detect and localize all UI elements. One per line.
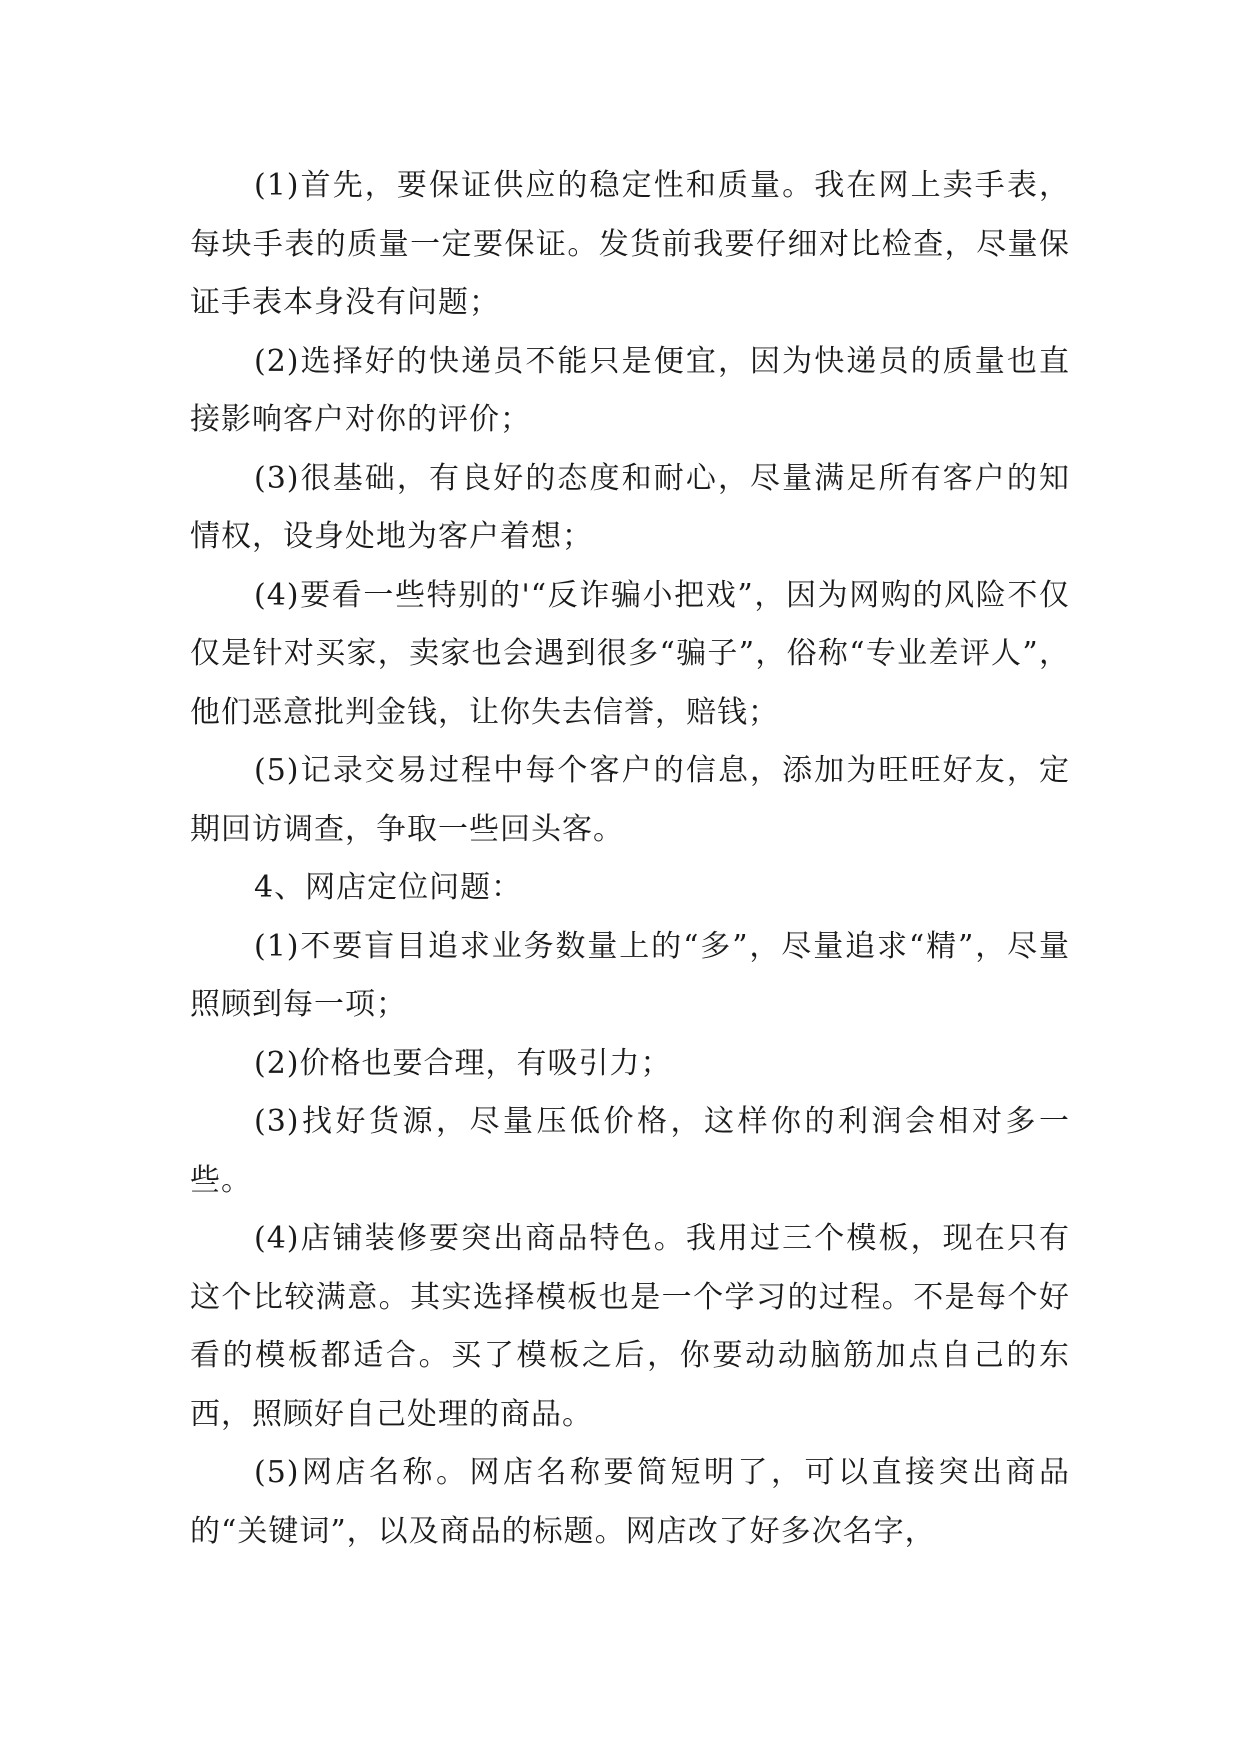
document-body — [190, 157, 1070, 1561]
paragraph-7: (2)价格也要合理，有吸引力； — [254, 1045, 672, 1081]
paragraph-5: (5)记录交易过程中每个客户的信息，添加为旺旺好友，定期回访调查，争取一些回头客。 — [190, 753, 1070, 847]
paragraph-6: (1)不要盲目追求业务数量上的“多”，尽量追求“精”，尽量照顾到每一项； — [190, 928, 1070, 1022]
paragraph-2: (2)选择好的快递员不能只是便宜，因为快递员的质量也直接影响客户对你的评价； — [190, 343, 1070, 437]
paragraph-1: (1)首先，要保证供应的稳定性和质量。我在网上卖手表，每块手表的质量一定要保证。发货前我要仔细对比检查，尽量保证手表本身没有问题； — [190, 168, 1070, 320]
section-heading-4: 4、网店定位问题： — [254, 870, 523, 905]
paragraph-8: (3)找好货源，尽量压低价格，这样你的利润会相对多一些。 — [190, 1104, 1070, 1198]
paragraph-3: (3)很基础，有良好的态度和耐心，尽量满足所有客户的知情权，设身处地为客户着想； — [190, 460, 1070, 554]
paragraph-10: (5)网店名称。网店名称要简短明了，可以直接突出商品的“关键词”，以及商品的标题。网店改了好多次名字， — [190, 1455, 1070, 1549]
paragraph-9: (4)店铺装修要突出商品特色。我用过三个模板，现在只有这个比较满意。其实选择模板也是一个学习的过程。不是每个好看的模板都适合。买了模板之后，你要动动脑筋加点自己的东西，照顾好自己处理的商品。 — [190, 1221, 1070, 1432]
paragraph-4: (4)要看一些特别的'“反诈骗小把戏”，因为网购的风险不仅仅是针对买家，卖家也会遇到很多“骗子”，俗称“专业差评人”，他们恶意批判金钱，让你失去信誉，赔钱； — [190, 577, 1070, 730]
